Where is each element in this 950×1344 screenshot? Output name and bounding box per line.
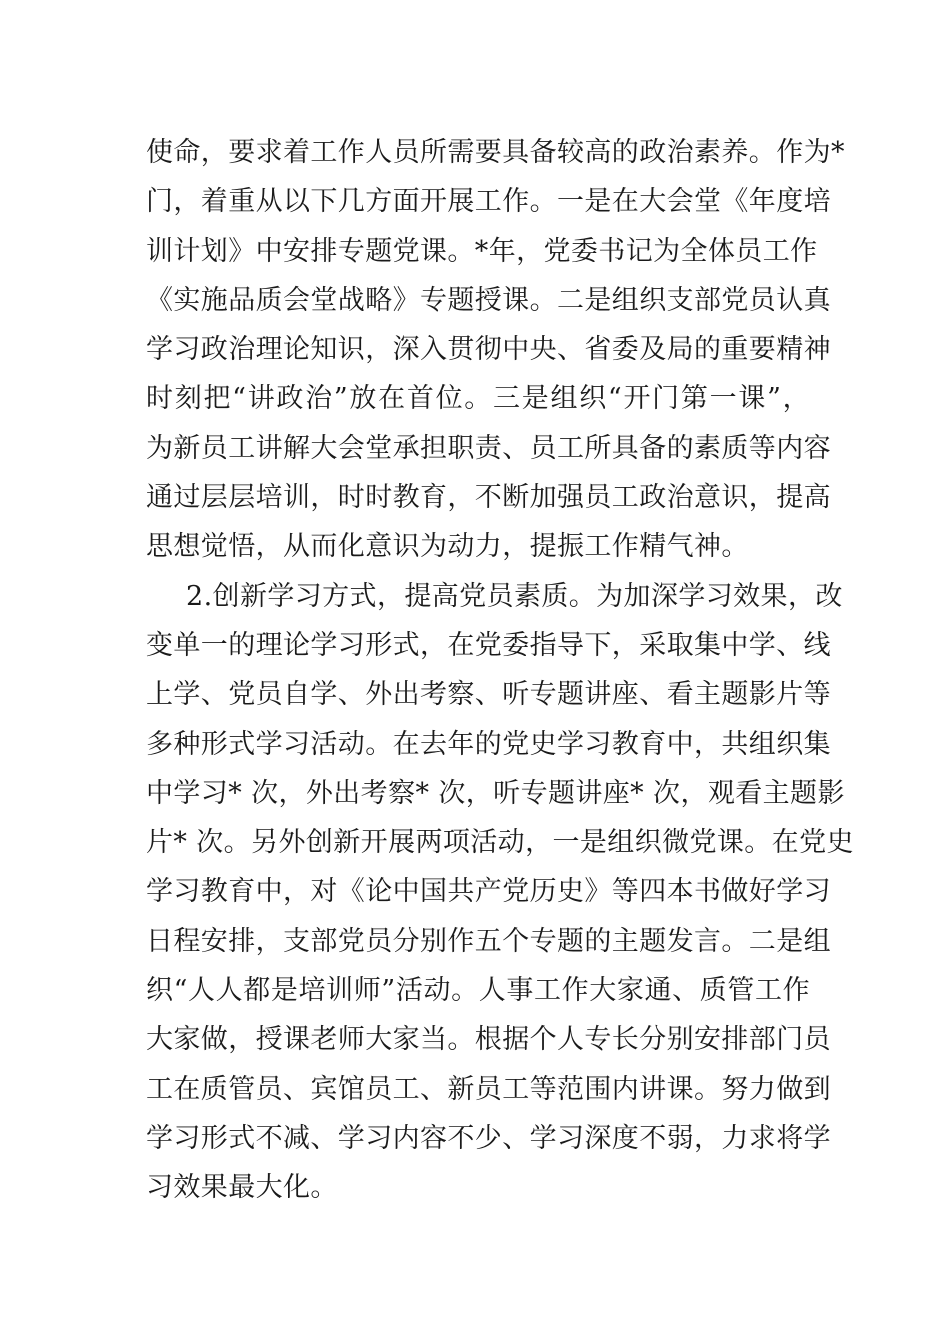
text-line: 多种形式学习活动。在去年的党史学习教育中，共组织集 [146,728,831,760]
text-line: 通过层层培训，时时教育，不断加强员工政治意识，提高 [146,482,831,514]
text-line: 为新员工讲解大会堂承担职责、员工所具备的素质等内容 [146,432,831,464]
text-line: 学习形式不减、学习内容不少、学习深度不弱，力求将学 [146,1122,831,1154]
text-line: 门，着重从以下几方面开展工作。一是在大会堂《年度培 [146,186,831,218]
text-line: 中学习* 次，外出考察* 次，听专题讲座* 次，观看主题影 [146,777,845,809]
text-line: 2.创新学习方式，提高党员素质。为加深学习效果，改 [186,580,843,612]
document-body [146,128,854,1213]
text-line: 习效果最大化。 [146,1172,338,1204]
text-line: 织“人人都是培训师”活动。人事工作大家通、质管工作 [146,975,810,1007]
text-line: 训计划》中安排专题党课。*年，党委书记为全体员工作 [146,235,818,267]
text-line: 片* 次。另外创新开展两项活动，一是组织微党课。在党史 [146,827,854,859]
paragraph-2 [146,572,854,1213]
text-line: 大家做，授课老师大家当。根据个人专长分别安排部门员 [146,1024,831,1056]
text-line: 日程安排，支部党员分别作五个专题的主题发言。二是组 [146,925,831,957]
text-line: 变单一的理论学习形式，在党委指导下，采取集中学、线 [146,629,831,661]
text-line: 上学、党员自学、外出考察、听专题讲座、看主题影片等 [146,679,831,711]
paragraph-1 [146,128,845,572]
text-line: 工在质管员、宾馆员工、新员工等范围内讲课。努力做到 [146,1073,831,1105]
text-line: 思想觉悟，从而化意识为动力，提振工作精气神。 [146,531,749,563]
text-line: 学习政治理论知识，深入贯彻中央、省委及局的重要精神 [146,334,831,366]
text-line: 学习教育中，对《论中国共产党历史》等四本书做好学习 [146,876,831,908]
text-line: 时刻把“讲政治”放在首位。三是组织“开门第一课”， [146,383,810,415]
text-line: 使命，要求着工作人员所需要具备较高的政治素养。作为* [146,137,845,168]
text-line: 《实施品质会堂战略》专题授课。二是组织支部党员认真 [146,284,831,316]
